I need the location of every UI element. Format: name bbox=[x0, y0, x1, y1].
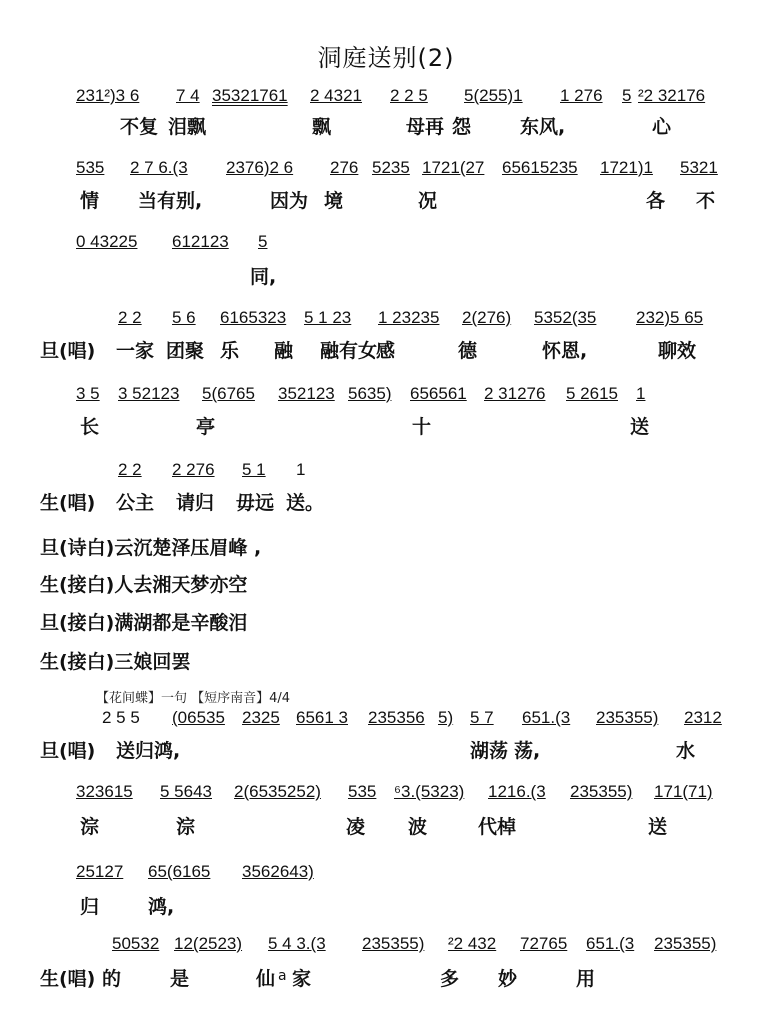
dialogue-text: 云沉楚泽压眉峰 , bbox=[114, 537, 262, 559]
notation-group: 5 5643 bbox=[160, 782, 212, 801]
lyric: 德 bbox=[458, 340, 478, 362]
lyric-row-1 bbox=[40, 112, 740, 142]
notation-group: 235356 bbox=[368, 708, 425, 727]
lyric: 荡, bbox=[514, 740, 541, 762]
dialogue-text: 三娘回罢 bbox=[114, 651, 191, 673]
notation-group: 656561 bbox=[410, 384, 467, 403]
lyric-row-10 bbox=[40, 964, 740, 994]
notation-group: 235355) bbox=[654, 934, 717, 953]
lyric-row-2 bbox=[40, 186, 740, 216]
notation-group: (06535 bbox=[172, 708, 225, 727]
dialogue-text: 满湖都是辛酸泪 bbox=[114, 612, 248, 634]
lyric: 怀恩, bbox=[542, 340, 588, 362]
notation-group: ²2 32176 bbox=[638, 86, 706, 105]
dialogue-line bbox=[40, 647, 190, 674]
lyric: 长 bbox=[80, 416, 100, 438]
notation-group: 5 bbox=[622, 86, 632, 105]
notation-group: 535 bbox=[348, 782, 377, 801]
notation-group: 1721)1 bbox=[600, 158, 653, 177]
lyric-row-7 bbox=[40, 736, 740, 766]
lyric: 送。 bbox=[286, 492, 325, 514]
lyric: 况 bbox=[418, 190, 438, 212]
role-label: 生(唱) bbox=[40, 492, 96, 514]
lyric: 境 bbox=[324, 190, 344, 212]
notation-group: 6561 3 bbox=[296, 708, 348, 727]
notation-group: 5235 bbox=[372, 158, 410, 177]
notation-group: 1 bbox=[296, 460, 306, 479]
notation-group: 2 276 bbox=[172, 460, 215, 479]
notation-group: 5352(35 bbox=[534, 308, 597, 327]
notation-group: 5 4 3.(3 bbox=[268, 934, 326, 953]
dialogue-line bbox=[40, 570, 247, 597]
lyric: 聊效 bbox=[658, 340, 697, 362]
lyric-row-5 bbox=[40, 412, 740, 442]
notation-group: 3562643) bbox=[242, 862, 314, 881]
notation-group: 5 1 23 bbox=[304, 308, 352, 327]
notation-row-5 bbox=[72, 380, 732, 408]
notation-row-9 bbox=[72, 858, 732, 886]
notation-row-6 bbox=[72, 456, 732, 484]
lyric: 公主 bbox=[116, 492, 155, 514]
notation-group: 5 6 bbox=[172, 308, 196, 327]
notation-group: 35321761 bbox=[212, 86, 288, 105]
lyric-row-9 bbox=[40, 892, 740, 922]
notation-group: 612123 bbox=[172, 232, 229, 251]
lyric: 鸿, bbox=[148, 896, 175, 918]
lyric: 凌 bbox=[346, 816, 366, 838]
tune-annotation: 【花间蝶】一句 【短序南音】4/4 bbox=[96, 691, 291, 706]
notation-group: 5 2615 bbox=[566, 384, 618, 403]
notation-row-4 bbox=[72, 304, 732, 332]
notation-group: 5635) bbox=[348, 384, 392, 403]
notation-group: 1216.(3 bbox=[488, 782, 546, 801]
role-label: 生(唱) bbox=[40, 968, 96, 990]
lyric: 仙 bbox=[256, 968, 276, 990]
notation-group: 5(6765 bbox=[202, 384, 255, 403]
role-label: 旦(接白) bbox=[40, 612, 115, 634]
lyric-row-3 bbox=[40, 262, 740, 292]
role-label: 生(接白) bbox=[40, 651, 115, 673]
notation-group: 3 52123 bbox=[118, 384, 180, 403]
notation-row-8 bbox=[72, 778, 732, 806]
lyric: 代棹 bbox=[478, 816, 517, 838]
lyric: 融 bbox=[274, 340, 294, 362]
notation-group: 5) bbox=[438, 708, 454, 727]
notation-group: 65615235 bbox=[502, 158, 578, 177]
notation-row-1 bbox=[72, 82, 732, 110]
lyric: 情 bbox=[80, 190, 100, 212]
page-title: 洞庭送别(2) bbox=[317, 44, 455, 72]
lyric: 一家 bbox=[116, 340, 155, 362]
lyric-row-4 bbox=[40, 336, 740, 366]
lyric: 当有别, bbox=[138, 190, 203, 212]
lyric: 十 bbox=[412, 416, 432, 438]
notation-group: 651.(3 bbox=[522, 708, 571, 727]
notation-group: 323615 bbox=[76, 782, 133, 801]
lyric: 淙 bbox=[80, 816, 100, 838]
lyric: 是 bbox=[170, 968, 190, 990]
notation-group: 7 4 bbox=[176, 86, 200, 105]
lyric: 感 bbox=[376, 340, 396, 362]
lyric: 各 bbox=[646, 190, 666, 212]
notation-group: 235355) bbox=[362, 934, 425, 953]
dialogue-text: 人去湘天梦亦空 bbox=[114, 574, 248, 596]
notation-row-3 bbox=[72, 228, 732, 256]
lyric: 团聚 bbox=[166, 340, 205, 362]
notation-group: 5 7 bbox=[470, 708, 494, 727]
notation-group: 352123 bbox=[278, 384, 335, 403]
notation-group: 1 bbox=[636, 384, 646, 403]
notation-group: 2 2 bbox=[118, 308, 142, 327]
notation-group: 12(2523) bbox=[174, 934, 243, 953]
lyric: 因为 bbox=[270, 190, 309, 212]
notation-row-7 bbox=[72, 704, 732, 732]
lyric: 不复 bbox=[120, 116, 159, 138]
notation-group: 5(255)1 bbox=[464, 86, 523, 105]
lyric-row-8 bbox=[40, 812, 740, 842]
lyric: 波 bbox=[408, 816, 428, 838]
lyric: 送 bbox=[648, 816, 668, 838]
notation-group: 2 7 6.(3 bbox=[130, 158, 188, 177]
notation-group: ⁶3.(5323) bbox=[394, 782, 465, 801]
lyric: 亭 bbox=[196, 416, 216, 438]
lyric: 用 bbox=[576, 968, 596, 990]
lyric: 不 bbox=[696, 190, 716, 212]
notation-group: 50532 bbox=[112, 934, 160, 953]
lyric: 融有女 bbox=[320, 340, 378, 362]
notation-group: 651.(3 bbox=[586, 934, 635, 953]
lyric: 飘 bbox=[312, 116, 332, 138]
notation-group: 25127 bbox=[76, 862, 124, 881]
notation-group: 232)5 65 bbox=[636, 308, 704, 327]
lyric: 泪飘 bbox=[168, 116, 207, 138]
notation-group: 6165323 bbox=[220, 308, 287, 327]
notation-group: 171(71) bbox=[654, 782, 713, 801]
notation-group: 535 bbox=[76, 158, 105, 177]
lyric: 毋远 bbox=[236, 492, 275, 514]
notation-group: 65(6165 bbox=[148, 862, 211, 881]
lyric-row-6 bbox=[40, 488, 740, 518]
notation-group: 2376)2 6 bbox=[226, 158, 294, 177]
notation-row-10 bbox=[72, 930, 732, 958]
lyric: 请归 bbox=[176, 492, 215, 514]
notation-group: 72765 bbox=[520, 934, 568, 953]
lyric: a bbox=[278, 968, 287, 984]
lyric: 东风, bbox=[520, 116, 566, 138]
lyric: 归 bbox=[80, 896, 100, 918]
lyric: 送归鸿, bbox=[116, 740, 181, 762]
lyric: 的 bbox=[102, 968, 122, 990]
notation-group: 2 2 bbox=[118, 460, 142, 479]
lyric: 怨 bbox=[452, 116, 472, 138]
lyric: 同, bbox=[250, 266, 277, 288]
lyric: 湖荡 bbox=[470, 740, 509, 762]
lyric: 妙 bbox=[498, 968, 518, 990]
notation-group: 3 5 bbox=[76, 384, 100, 403]
notation-group: 235355) bbox=[596, 708, 659, 727]
notation-group: 5 1 bbox=[242, 460, 266, 479]
role-label: 旦(唱) bbox=[40, 340, 96, 362]
lyric: 多 bbox=[440, 968, 460, 990]
lyric: 乐 bbox=[220, 340, 240, 362]
notation-group: 2 5 5 bbox=[102, 708, 140, 727]
role-label: 旦(诗白) bbox=[40, 537, 115, 559]
notation-group: 5 bbox=[258, 232, 268, 251]
lyric: 送 bbox=[630, 416, 650, 438]
notation-row-2 bbox=[72, 154, 732, 182]
notation-group: 2 4321 bbox=[310, 86, 362, 105]
notation-group: 1 276 bbox=[560, 86, 603, 105]
lyric: 心 bbox=[652, 116, 672, 138]
notation-group: 235355) bbox=[570, 782, 633, 801]
notation-group: 276 bbox=[330, 158, 359, 177]
notation-group: 5321 bbox=[680, 158, 718, 177]
notation-group: 231²)3 6 bbox=[76, 86, 140, 105]
lyric: 淙 bbox=[176, 816, 196, 838]
notation-group: 1721(27 bbox=[422, 158, 485, 177]
notation-group: 2325 bbox=[242, 708, 280, 727]
dialogue-line bbox=[40, 533, 261, 560]
lyric: 母再 bbox=[406, 116, 445, 138]
lyric: 水 bbox=[676, 740, 696, 762]
lyric: 家 bbox=[292, 968, 312, 990]
notation-group: 1 23235 bbox=[378, 308, 440, 327]
role-label: 生(接白) bbox=[40, 574, 115, 596]
notation-group: 2 31276 bbox=[484, 384, 546, 403]
notation-group: 0 43225 bbox=[76, 232, 138, 251]
role-label: 旦(唱) bbox=[40, 740, 96, 762]
notation-group: 2(6535252) bbox=[234, 782, 321, 801]
notation-group: 2(276) bbox=[462, 308, 512, 327]
notation-group: 2312 bbox=[684, 708, 722, 727]
notation-group: 2 2 5 bbox=[390, 86, 428, 105]
dialogue-line bbox=[40, 608, 247, 635]
notation-group: ²2 432 bbox=[448, 934, 497, 953]
